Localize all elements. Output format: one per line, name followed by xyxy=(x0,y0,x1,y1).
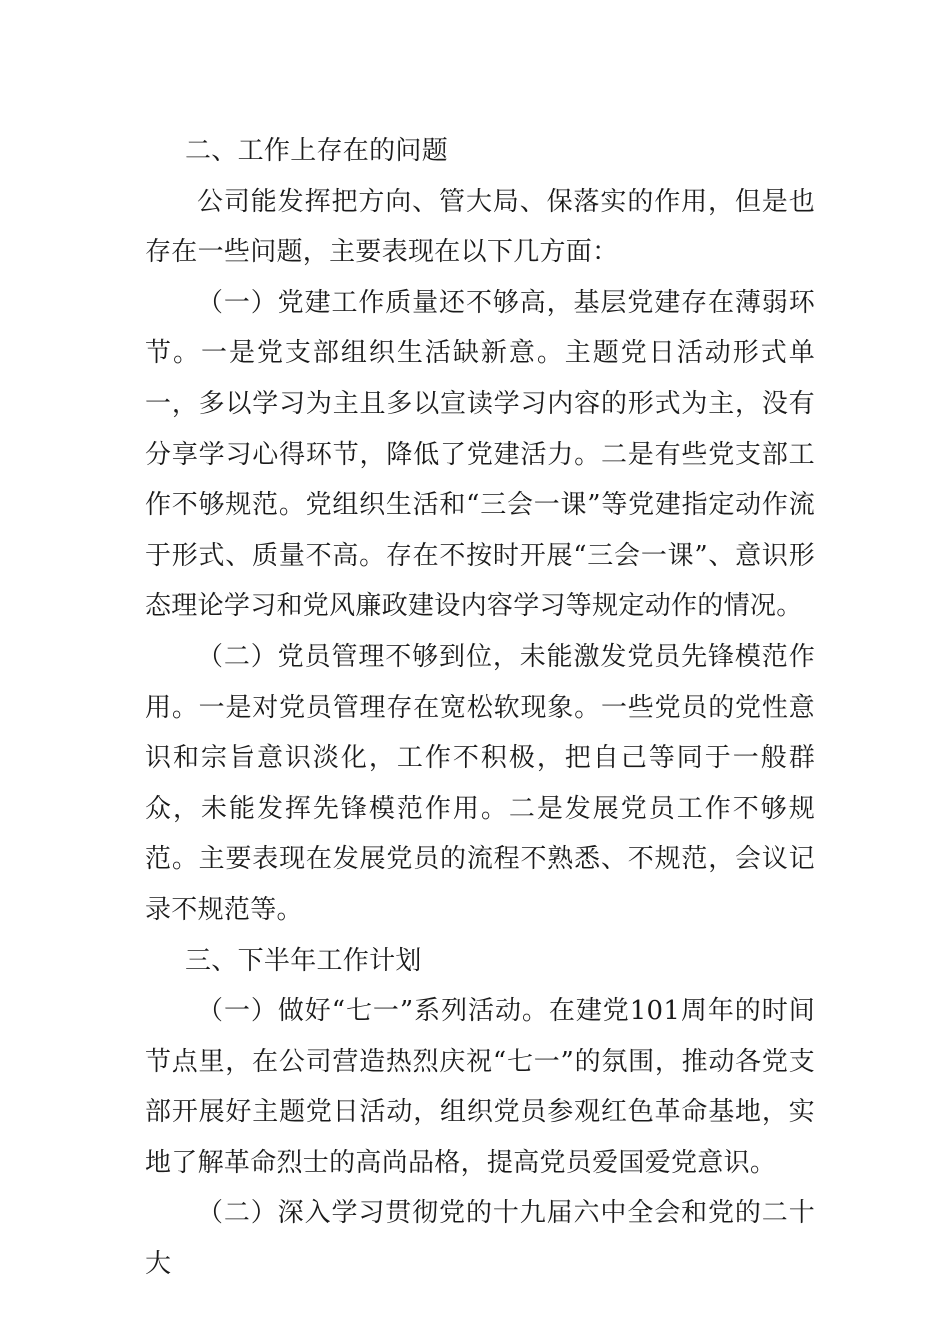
paragraph-party-building-quality: （一）党建工作质量还不够高，基层党建存在薄弱环节。一是党支部组织生活缺新意。主题党日活动形式单一，多以学习为主且多以宣读学习内容的形式为主，没有分享学习心得环节，降低了党建活力。二是有些党支部工作不够规范。党组织生活和“三会一课”等党建指定动作流于形式、质量不高。存在不按时开展“三会一课”、意识形态理论学习和党风廉政建设内容学习等规定动作的情况。 xyxy=(145,287,815,622)
document-body xyxy=(145,126,815,1290)
section-heading-problems: 二、工作上存在的问题 xyxy=(185,136,449,166)
paragraph-intro: 公司能发挥把方向、管大局、保落实的作用，但是也存在一些问题，主要表现在以下几方面： xyxy=(145,186,815,268)
paragraph-member-management: （二）党员管理不够到位，未能激发党员先锋模范作用。一是对党员管理存在宽松软现象。一些党员的党性意识和宗旨意识淡化，工作不积极，把自己等同于一般群众，未能发挥先锋模范作用。二是发展党员工作不够规范。主要表现在发展党员的流程不熟悉、不规范，会议记录不规范等。 xyxy=(145,641,815,925)
paragraph-study-plenary: （二）深入学习贯彻党的十九届六中全会和党的二十大 xyxy=(145,1198,815,1280)
section-heading-plan: 三、下半年工作计划 xyxy=(185,945,422,976)
paragraph-july-first-activities: （一）做好“七一”系列活动。在建党101周年的时间节点里，在公司营造热烈庆祝“七一”的氛围，推动各党支部开展好主题党日活动，组织党员参观红色革命基地，实地了解革命烈士的高尚品格，提高党员爱国爱党意识。 xyxy=(145,996,815,1178)
